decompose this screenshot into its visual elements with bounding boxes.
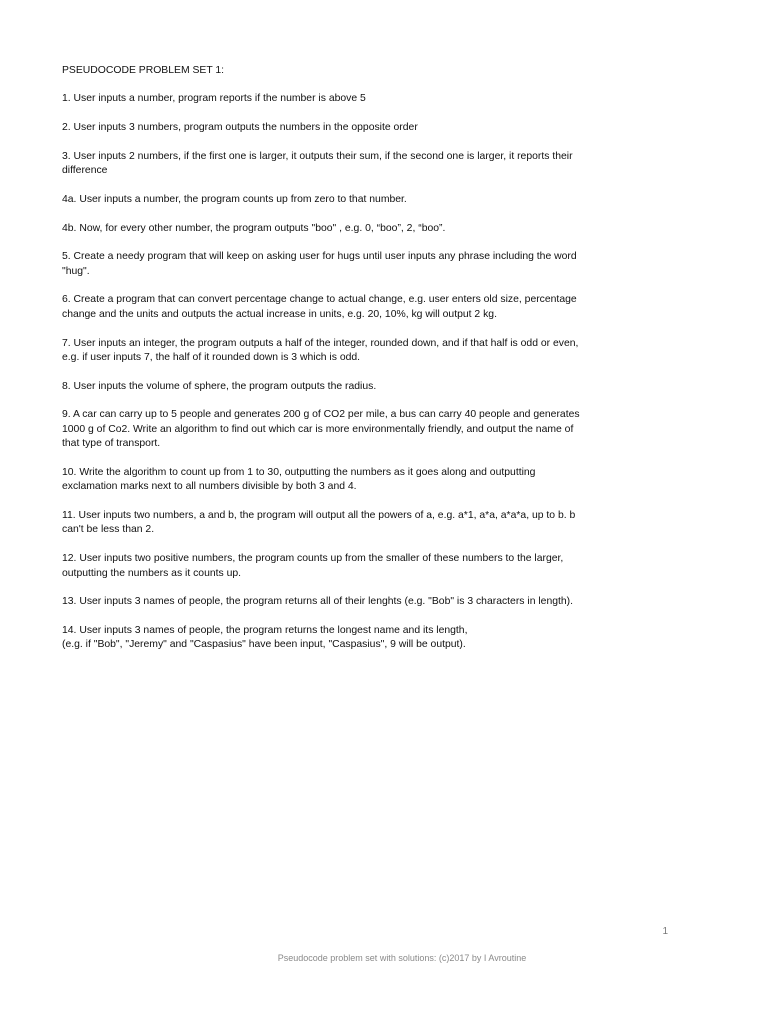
problem-line: 9. A car can carry up to 5 people and generates 200 g of CO2 per mile, a bus can carry 40 people and generates xyxy=(62,409,580,421)
problem-line: that type of transport. xyxy=(62,438,161,450)
problem-line: 1. User inputs a number, program reports if the number is above 5 xyxy=(62,93,366,105)
document-title: PSEUDOCODE PROBLEM SET 1: xyxy=(62,65,225,76)
problem-line: 14. User inputs 3 names of people, the program returns the longest name and its length, xyxy=(62,624,468,636)
problem-line: 4b. Now, for every other number, the program outputs "boo" , e.g. 0, “boo”, 2, “boo”. xyxy=(62,222,446,234)
problem-item-1 xyxy=(62,92,648,106)
problem-item-9 xyxy=(62,408,648,451)
problem-line: outputting the numbers as it counts up. xyxy=(62,567,242,579)
problem-line: e.g. if user inputs 7, the half of it rounded down is 3 which is odd. xyxy=(62,351,361,363)
problem-line: can't be less than 2. xyxy=(62,524,155,536)
problem-item-14 xyxy=(62,624,648,653)
problem-line: 12. User inputs two positive numbers, the program counts up from the smaller of these numbers to the larger, xyxy=(62,553,564,565)
problem-line: 10. Write the algorithm to count up from 1 to 30, outputting the numbers as it goes along and outputting xyxy=(62,466,536,478)
problem-item-4b xyxy=(62,222,648,236)
page-number: 1 xyxy=(662,926,668,937)
document-body xyxy=(62,64,648,667)
problem-line: 11. User inputs two numbers, a and b, the program will output all the powers of a, e.g. a*1, a*a, a*a*a, up to b. b xyxy=(62,509,576,521)
problem-line: 5. Create a needy program that will keep on asking user for hugs until user inputs any phrase including the word xyxy=(62,251,577,263)
problem-item-12 xyxy=(62,552,648,581)
problem-item-7 xyxy=(62,337,648,366)
problem-line: "hug". xyxy=(62,265,90,277)
problem-item-10 xyxy=(62,466,648,495)
problem-line: difference xyxy=(62,165,108,177)
problem-line: 6. Create a program that can convert percentage change to actual change, e.g. user enters old size, percentage xyxy=(62,294,577,306)
problem-line: 7. User inputs an integer, the program outputs a half of the integer, rounded down, and if that half is odd or even, xyxy=(62,337,579,349)
problem-item-11 xyxy=(62,509,648,538)
problem-line: exclamation marks next to all numbers divisible by both 3 and 4. xyxy=(62,481,357,493)
problem-line: change and the units and outputs the actual increase in units, e.g. 20, 10%, kg will output 2 kg. xyxy=(62,308,497,320)
problem-line: 13. User inputs 3 names of people, the program returns all of their lenghts (e.g. "Bob" is 3 characters in length). xyxy=(62,596,574,608)
problem-line: 3. User inputs 2 numbers, if the first one is larger, it outputs their sum, if the second one is larger, it reports their xyxy=(62,150,573,162)
problem-item-2 xyxy=(62,121,648,135)
problem-item-8 xyxy=(62,380,648,394)
page-footer: Pseudocode problem set with solutions: (c)2017 by I Avroutine xyxy=(277,953,527,963)
problem-item-6 xyxy=(62,293,648,322)
problem-item-4a xyxy=(62,193,648,207)
problem-line: 4a. User inputs a number, the program counts up from zero to that number. xyxy=(62,193,407,205)
problem-line: (e.g. if "Bob", "Jeremy" and "Caspasius" have been input, "Caspasius", 9 will be output). xyxy=(62,639,466,651)
problem-item-13 xyxy=(62,595,648,609)
problem-item-3 xyxy=(62,150,648,179)
problem-line: 8. User inputs the volume of sphere, the program outputs the radius. xyxy=(62,380,377,392)
problem-item-5 xyxy=(62,250,648,279)
problem-line: 2. User inputs 3 numbers, program outputs the numbers in the opposite order xyxy=(62,122,418,134)
problem-line: 1000 g of Co2. Write an algorithm to find out which car is more environmentally friendly, and output the name of xyxy=(62,423,574,435)
